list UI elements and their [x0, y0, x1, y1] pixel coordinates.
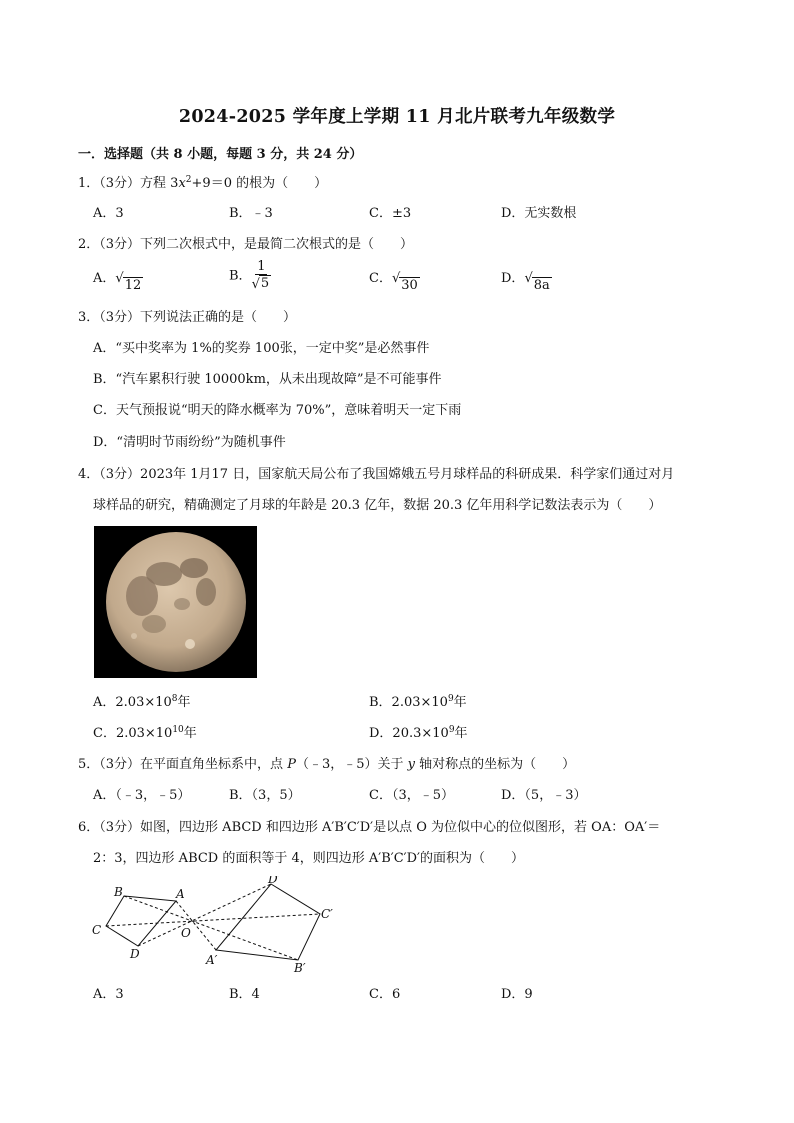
label-b-prime: B′ — [294, 961, 306, 975]
question-6-stem-line-1: 6．（3分）如图，四边形 ABCD 和四边形 A′B′C′D′是以点 O 为位似中心的位似图形，若 OA：OA′＝ — [78, 820, 661, 835]
label-c: C — [92, 923, 102, 937]
q3-option-a: A．“买中奖率为 1%的奖券 100张，一定中奖”是必然事件 — [93, 341, 430, 356]
question-1-stem: 1．（3分）方程 $3x^2+9=0$ 的根为（ ） — [78, 175, 328, 191]
q3-option-d: D．“清明时节雨纷纷”为随机事件 — [93, 435, 286, 450]
question-4-options-row-1 — [93, 688, 733, 718]
label-a-prime: A′ — [206, 953, 218, 967]
q5-option-d: D．（5，﹣3） — [501, 788, 587, 803]
q6-option-b: B．4 — [229, 987, 260, 1002]
question-5-stem: 5．（3分）在平面直角坐标系中，点 P（﹣3，﹣5）关于 y 轴对称点的坐标为（ ） — [78, 757, 576, 772]
quad-abcd — [106, 896, 176, 946]
q6-option-a: A．3 — [93, 987, 124, 1002]
q3-option-c: C．天气预报说“明天的降水概率为 70%”，意味着明天一定下雨 — [93, 403, 462, 418]
question-6-options — [93, 980, 733, 1010]
label-d-prime: D′ — [268, 876, 281, 886]
question-5-options — [93, 781, 733, 811]
label-a: A — [176, 887, 185, 901]
q1-option-d: D．无实数根 — [501, 206, 577, 221]
question-6-stem-line-2: 2：3，四边形 ABCD 的面积等于 4，则四边形 A′B′C′D′的面积为（ ） — [93, 851, 525, 866]
similar-quadrilaterals-figure — [88, 876, 338, 980]
q4-option-b: B．$2.03\times 10^9$年 — [369, 694, 467, 710]
question-4-stem-line-1: 4．（3分）2023年 1月17 日，国家航天局公布了我国嫦娥五号月球样品的科研成果．科学家们通过对月 — [78, 467, 675, 482]
q1-option-c: C．±3 — [369, 206, 412, 221]
question-3-stem: 3．（3分）下列说法正确的是（ ） — [78, 310, 297, 325]
q2-option-d: D．√ 8a — [501, 271, 550, 293]
moon-photo — [94, 526, 257, 678]
figure-svg — [88, 876, 338, 976]
q5-option-b: B．（3，5） — [229, 788, 301, 803]
q6-option-d: D．9 — [501, 987, 533, 1002]
question-2-options — [93, 259, 733, 302]
q2-option-c: C．√ 30 — [369, 271, 418, 293]
question-4-stem-line-2: 球样品的研究，精确测定了月球的年龄是 20.3 亿年，数据 20.3 亿年用科学记数法表示为（ ） — [93, 498, 662, 513]
question-4-options-row-2 — [93, 719, 733, 749]
q3-option-b: B．“汽车累积行驶 10000km，从未出现故障”是不可能事件 — [93, 372, 442, 387]
moon-image — [94, 526, 257, 678]
label-b: B — [114, 885, 123, 899]
q4-option-c: C．$2.03\times 10^{10}$年 — [93, 725, 197, 741]
page-title: 2024-2025 学年度上学期 11 月北片联考九年级数学 — [178, 107, 616, 127]
q6-option-c: C．6 — [369, 987, 401, 1002]
q2-option-a: A．√ 12 — [93, 271, 142, 293]
q2-option-b: B． 1 √ 5 — [229, 259, 270, 292]
question-2-stem: 2．（3分）下列二次根式中，是最简二次根式的是（ ） — [78, 237, 414, 252]
question-1-options — [93, 199, 733, 229]
q5-option-c: C．（3，﹣5） — [369, 788, 454, 803]
q5-option-a: A．（﹣3，﹣5） — [93, 788, 191, 803]
quad-a2b2c2d2 — [216, 884, 320, 960]
label-c-prime: C′ — [321, 907, 333, 921]
label-o: O — [181, 926, 191, 940]
section-heading: 一．选择题（共 8 小题，每题 3 分，共 24 分） — [78, 147, 363, 162]
q4-option-a: A．$2.03\times 10^8$年 — [93, 694, 191, 710]
q4-option-d: D．$20.3\times 10^9$年 — [369, 725, 468, 741]
q1-option-a: A．3 — [93, 206, 124, 221]
label-d: D — [130, 947, 140, 961]
q1-option-b: B．﹣3 — [229, 206, 273, 221]
